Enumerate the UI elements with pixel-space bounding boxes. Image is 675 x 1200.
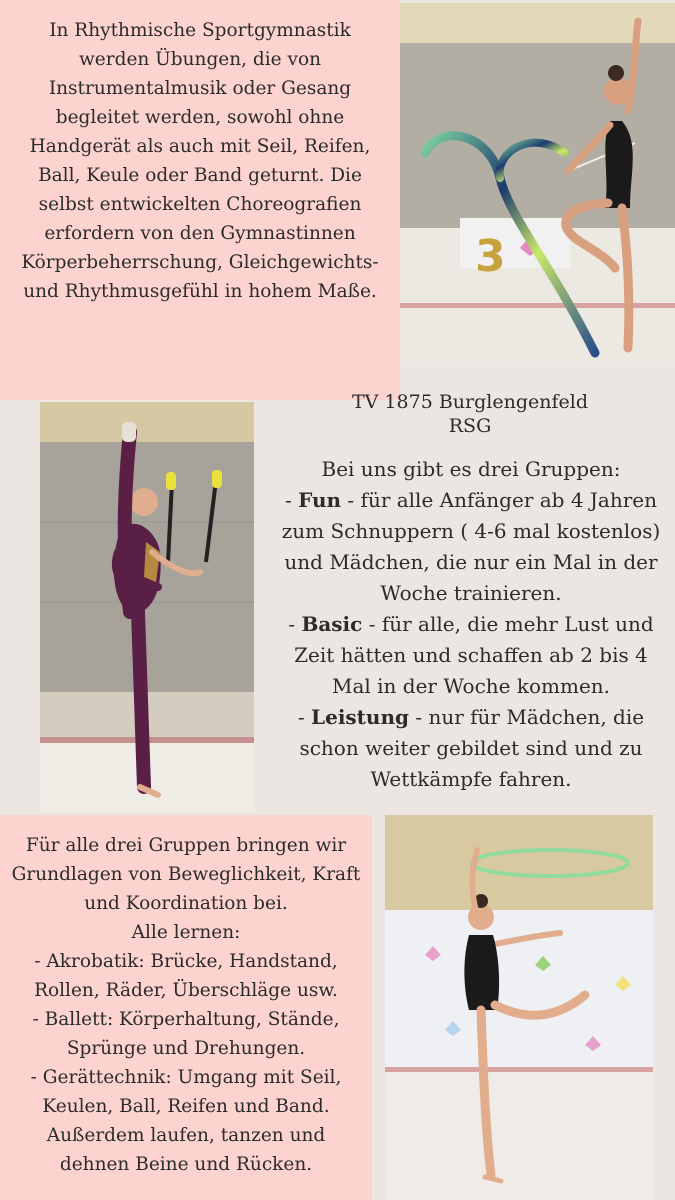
group-text-leistung: - nur für Mädchen, die schon weiter gebildet sind und zu Wettkämpfe fahren. — [299, 705, 645, 791]
club-name — [270, 390, 670, 438]
groups-description — [276, 454, 666, 795]
training-content-box — [0, 815, 372, 1200]
club-name-line1: TV 1875 Burglengenfeld — [352, 391, 588, 413]
training-line: Alle lernen: — [131, 922, 241, 943]
group-item-prefix: - — [297, 705, 312, 729]
training-line: - Akrobatik: Brücke, Handstand, Rollen, Räder, Überschläge usw. — [34, 951, 338, 1001]
hoop-gymnast-photo — [385, 815, 653, 1200]
groups-intro: Bei uns gibt es drei Gruppen: — [321, 457, 621, 481]
group-item-prefix: - — [288, 612, 302, 636]
group-text-basic: - für alle, die mehr Lust und Zeit hätten und schaffen ab 2 bis 4 Mal in der Woche kommen. — [294, 612, 654, 698]
group-item-basic — [276, 609, 666, 702]
group-item-leistung — [276, 702, 666, 795]
training-line: - Ballett: Körperhaltung, Stände, Sprünge und Drehungen. — [32, 1009, 340, 1059]
group-item-fun — [276, 485, 666, 609]
intro-paragraph: In Rhythmische Sportgymnastik werden Übungen, die von Instrumentalmusik oder Gesang begleitet werden, sowohl ohne Handgerät als auch mit Seil, Reifen, Ball, Keule oder Band geturnt. Die selbst entwickelten Choreografien erfordern von den Gymnastinnen Körperbeherrschung, Gleichgewichts- und Rhythmusgefühl in hohem Maße. — [21, 20, 379, 302]
training-line: Für alle drei Gruppen bringen wir Grundlagen von Beweglichkeit, Kraft und Koordination bei. — [11, 835, 361, 914]
group-name-fun: Fun — [298, 488, 342, 512]
training-line: Außerdem laufen, tanzen und dehnen Beine und Rücken. — [46, 1125, 326, 1175]
ribbon-gymnast-photo — [400, 3, 675, 365]
clubs-gymnast-photo — [40, 402, 254, 812]
intro-text-box — [0, 0, 400, 400]
group-name-leistung: Leistung — [311, 705, 409, 729]
group-item-prefix: - — [285, 488, 299, 512]
group-name-basic: Basic — [301, 612, 363, 636]
photo-sign-number: 3 — [475, 231, 506, 282]
training-line: - Gerättechnik: Umgang mit Seil, Keulen, Ball, Reifen und Band. — [30, 1067, 342, 1117]
club-name-line2: RSG — [448, 415, 492, 437]
group-text-fun: - für alle Anfänger ab 4 Jahren zum Schnuppern ( 4-6 mal kostenlos) und Mädchen, die nur ein Mal in der Woche trainieren. — [281, 488, 661, 605]
